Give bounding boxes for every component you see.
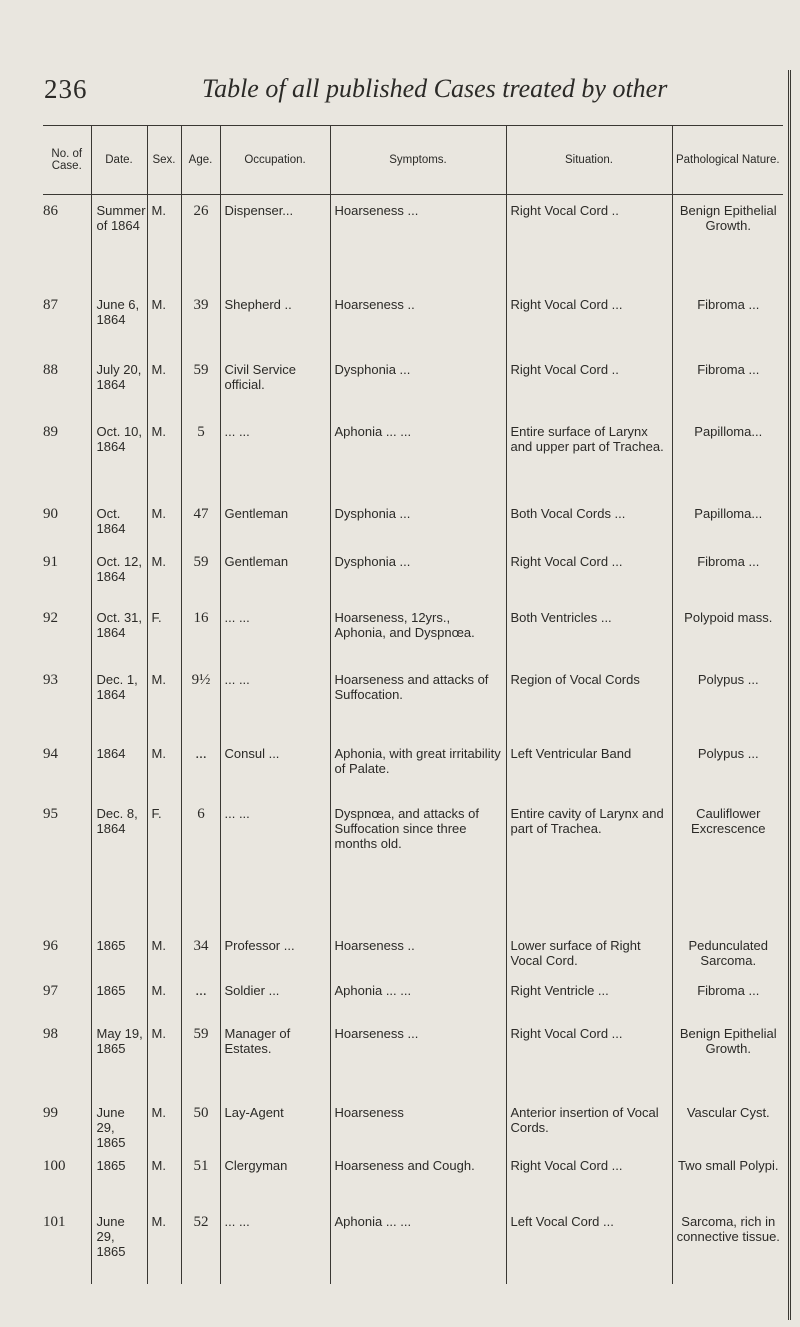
- cases-table: [43, 125, 783, 1284]
- case-occupation: ... ...: [224, 610, 250, 625]
- case-number: 98: [43, 1026, 58, 1042]
- case-situation: Right Vocal Cord ..: [510, 203, 619, 218]
- case-pathological-nature: Sarcoma, rich in connective tissue.: [676, 1214, 780, 1244]
- case-situation: Right Ventricle ...: [510, 983, 609, 998]
- table-header-row: [43, 126, 783, 195]
- table-row: [43, 354, 783, 416]
- case-date: Dec. 8, 1864: [96, 806, 138, 836]
- case-situation: Region of Vocal Cords: [510, 672, 640, 687]
- case-sex: F.: [151, 806, 162, 821]
- case-pathological-nature: Papilloma...: [694, 506, 763, 521]
- case-pathological-nature: Fibroma ...: [697, 297, 760, 312]
- case-sex: M.: [151, 672, 166, 687]
- case-symptoms: Hoarseness ..: [334, 938, 415, 953]
- case-pathological-nature: Polypoid mass.: [684, 610, 773, 625]
- case-occupation: Civil Service official.: [224, 362, 297, 392]
- header-age: Age.: [181, 126, 220, 195]
- case-symptoms: Aphonia ... ...: [334, 1214, 412, 1229]
- case-pathological-nature: Pedunculated Sarcoma.: [688, 938, 768, 968]
- header-date: Date.: [91, 126, 147, 195]
- case-age: 47: [193, 506, 209, 522]
- case-symptoms: Dyspnœa, and attacks of Suffocation since three months old.: [334, 806, 480, 851]
- case-age: ...: [195, 746, 207, 762]
- case-number: 89: [43, 424, 58, 440]
- case-situation: Right Vocal Cord ...: [510, 554, 623, 569]
- case-date: June 6, 1864: [96, 297, 140, 327]
- case-sex: M.: [151, 746, 166, 761]
- table-row: [43, 930, 783, 975]
- case-symptoms: Dysphonia ...: [334, 506, 411, 521]
- case-date: June 29, 1865: [96, 1105, 126, 1150]
- case-occupation: Clergyman: [224, 1158, 288, 1173]
- case-sex: M.: [151, 1214, 166, 1229]
- table-row: [43, 416, 783, 498]
- case-number: 88: [43, 362, 58, 378]
- header-occupation: Occupation.: [220, 126, 330, 195]
- table-row: [43, 975, 783, 1018]
- case-symptoms: Aphonia ... ...: [334, 424, 412, 439]
- case-situation: Right Vocal Cord ...: [510, 297, 623, 312]
- case-number: 99: [43, 1105, 58, 1121]
- case-number: 91: [43, 554, 58, 570]
- case-symptoms: Dysphonia ...: [334, 362, 411, 377]
- table-row: [43, 289, 783, 354]
- case-number: 92: [43, 610, 58, 626]
- case-number: 96: [43, 938, 58, 954]
- case-symptoms: Hoarseness and Cough.: [334, 1158, 475, 1173]
- page-edge-rule: [788, 70, 791, 1320]
- case-sex: M.: [151, 1158, 166, 1173]
- table-row: [43, 1018, 783, 1097]
- case-age: 16: [193, 610, 209, 626]
- case-symptoms: Hoarseness and attacks of Suffocation.: [334, 672, 489, 702]
- case-age: ...: [195, 983, 207, 999]
- table-row: [43, 1206, 783, 1284]
- case-occupation: Shepherd ..: [224, 297, 292, 312]
- case-sex: M.: [151, 424, 166, 439]
- case-date: Oct. 31, 1864: [96, 610, 143, 640]
- case-age: 5: [197, 424, 205, 440]
- case-symptoms: Hoarseness, 12yrs., Aphonia, and Dyspnœa.: [334, 610, 475, 640]
- case-age: 26: [193, 203, 209, 219]
- case-situation: Lower surface of Right Vocal Cord.: [510, 938, 641, 968]
- case-age: 50: [193, 1105, 209, 1121]
- case-pathological-nature: Benign Epithelial Growth.: [679, 203, 777, 233]
- table-row: [43, 602, 783, 664]
- case-age: 52: [193, 1214, 209, 1230]
- case-situation: Right Vocal Cord ..: [510, 362, 619, 377]
- case-sex: M.: [151, 938, 166, 953]
- case-occupation: ... ...: [224, 672, 250, 687]
- case-number: 94: [43, 746, 58, 762]
- case-age: 59: [193, 1026, 209, 1042]
- case-occupation: Gentleman: [224, 554, 289, 569]
- case-sex: M.: [151, 983, 166, 998]
- case-date: Oct. 10, 1864: [96, 424, 143, 454]
- table-row: [43, 798, 783, 930]
- case-situation: Entire surface of Larynx and upper part of Trachea.: [510, 424, 664, 454]
- case-sex: M.: [151, 1026, 166, 1041]
- case-occupation: Lay-Agent: [224, 1105, 284, 1120]
- case-number: 93: [43, 672, 58, 688]
- case-occupation: Dispenser...: [224, 203, 294, 218]
- header-symptoms: Symptoms.: [330, 126, 506, 195]
- case-symptoms: Aphonia, with great irritability of Palate.: [334, 746, 501, 776]
- case-pathological-nature: Vascular Cyst.: [686, 1105, 770, 1120]
- header-situation: Situation.: [506, 126, 672, 195]
- case-number: 101: [43, 1214, 66, 1230]
- case-date: 1865: [96, 983, 126, 998]
- table-row: [43, 1150, 783, 1206]
- case-symptoms: Hoarseness ...: [334, 1026, 419, 1041]
- case-number: 90: [43, 506, 58, 522]
- case-number: 95: [43, 806, 58, 822]
- case-occupation: Soldier ...: [224, 983, 280, 998]
- case-occupation: Gentleman: [224, 506, 289, 521]
- case-date: Summer of 1864: [96, 203, 146, 233]
- case-situation: Anterior insertion of Vocal Cords.: [510, 1105, 659, 1135]
- table-row: [43, 498, 783, 546]
- case-pathological-nature: Polypus ...: [697, 746, 759, 761]
- case-pathological-nature: Fibroma ...: [697, 983, 760, 998]
- case-symptoms: Hoarseness: [334, 1105, 404, 1120]
- case-situation: Both Ventricles ...: [510, 610, 612, 625]
- case-sex: F.: [151, 610, 162, 625]
- case-situation: Right Vocal Cord ...: [510, 1026, 623, 1041]
- case-age: 39: [193, 297, 209, 313]
- case-age: 34: [193, 938, 209, 954]
- case-occupation: Professor ...: [224, 938, 295, 953]
- case-number: 87: [43, 297, 58, 313]
- case-date: Oct. 12, 1864: [96, 554, 143, 584]
- header-sex: Sex.: [147, 126, 181, 195]
- case-symptoms: Hoarseness ..: [334, 297, 415, 312]
- case-date: 1864: [96, 746, 126, 761]
- case-date: Oct. 1864: [96, 506, 126, 536]
- case-situation: Both Vocal Cords ...: [510, 506, 626, 521]
- case-sex: M.: [151, 554, 166, 569]
- case-sex: M.: [151, 203, 166, 218]
- cases-table-container: [43, 125, 783, 1285]
- header-pathological-nature: Pathological Nature.: [672, 126, 783, 195]
- case-number: 86: [43, 203, 58, 219]
- case-situation: Entire cavity of Larynx and part of Trachea.: [510, 806, 664, 836]
- case-sex: M.: [151, 297, 166, 312]
- case-age: 59: [193, 362, 209, 378]
- case-number: 97: [43, 983, 58, 999]
- case-pathological-nature: Polypus ...: [697, 672, 759, 687]
- case-number: 100: [43, 1158, 66, 1174]
- case-age: 6: [197, 806, 205, 822]
- header-case-no: No. of Case.: [43, 126, 91, 195]
- case-date: 1865: [96, 1158, 126, 1173]
- case-symptoms: Dysphonia ...: [334, 554, 411, 569]
- case-date: May 19, 1865: [96, 1026, 143, 1056]
- case-occupation: ... ...: [224, 424, 250, 439]
- case-date: 1865: [96, 938, 126, 953]
- case-symptoms: Hoarseness ...: [334, 203, 419, 218]
- case-pathological-nature: Benign Epithelial Growth.: [679, 1026, 777, 1056]
- case-situation: Right Vocal Cord ...: [510, 1158, 623, 1173]
- running-title: Table of all published Cases treated by other: [202, 74, 668, 103]
- case-age: 9½: [191, 672, 211, 688]
- table-row: [43, 195, 783, 290]
- case-pathological-nature: Cauliflower Excrescence: [691, 806, 766, 836]
- case-pathological-nature: Fibroma ...: [697, 554, 760, 569]
- table-row: [43, 546, 783, 602]
- case-pathological-nature: Papilloma...: [694, 424, 763, 439]
- case-age: 59: [193, 554, 209, 570]
- page-number: 236: [44, 74, 88, 104]
- case-date: June 29, 1865: [96, 1214, 126, 1259]
- table-row: [43, 664, 783, 738]
- case-occupation: ... ...: [224, 1214, 250, 1229]
- case-sex: M.: [151, 506, 166, 521]
- case-symptoms: Aphonia ... ...: [334, 983, 412, 998]
- case-date: Dec. 1, 1864: [96, 672, 138, 702]
- table-body: [43, 195, 783, 1285]
- case-occupation: Consul ...: [224, 746, 280, 761]
- table-row: [43, 738, 783, 798]
- table-row: [43, 1097, 783, 1150]
- case-situation: Left Ventricular Band: [510, 746, 632, 761]
- page-header: [44, 74, 784, 114]
- case-occupation: Manager of Estates.: [224, 1026, 291, 1056]
- case-pathological-nature: Fibroma ...: [697, 362, 760, 377]
- case-sex: M.: [151, 1105, 166, 1120]
- case-situation: Left Vocal Cord ...: [510, 1214, 614, 1229]
- case-date: July 20, 1864: [96, 362, 142, 392]
- case-pathological-nature: Two small Polypi.: [678, 1158, 779, 1173]
- case-sex: M.: [151, 362, 166, 377]
- case-age: 51: [193, 1158, 209, 1174]
- case-occupation: ... ...: [224, 806, 250, 821]
